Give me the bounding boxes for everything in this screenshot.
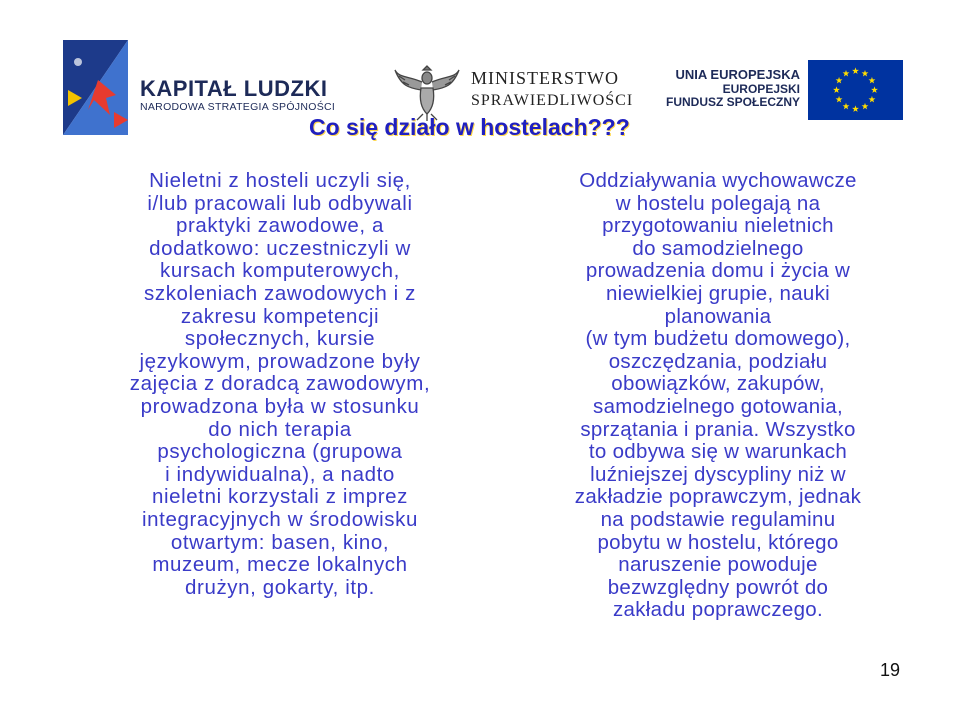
right-text-line: do samodzielnego <box>632 236 804 260</box>
kapital-ludzki-subtitle: NARODOWA STRATEGIA SPÓJNOŚCI <box>140 101 336 113</box>
left-text-line: integracyjnych w środowisku <box>142 507 418 531</box>
left-text-line: zakresu kompetencji <box>180 304 380 328</box>
eu-label-line2: EUROPEJSKI <box>722 82 800 96</box>
right-text-line: prowadzenia domu i życia w <box>585 259 851 283</box>
left-text-line: dodatkowo: uczestniczyli w <box>149 236 411 260</box>
left-text-line: szkoleniach zawodowych i z <box>144 281 416 305</box>
right-text-line: w hostelu polegają na <box>615 191 821 215</box>
polish-eagle-emblem-icon <box>393 60 461 122</box>
left-text-line: drużyn, gokarty, itp. <box>185 575 375 599</box>
right-text-line: Oddziaływania wychowawcze <box>579 169 857 192</box>
right-text-line: naruszenie powoduje <box>618 553 818 577</box>
left-text-line: społecznych, kursie <box>184 327 376 351</box>
right-text-line: (w tym budżetu domowego), <box>585 327 851 351</box>
right-text-line: na podstawie regulaminu <box>600 507 836 531</box>
right-text-line: oszczędzania, podziału <box>608 349 828 373</box>
left-text-line: i/lub pracowali lub odbywali <box>147 191 413 215</box>
ministry-name-line2: SPRAWIEDLIWOŚCI <box>471 92 634 109</box>
kapital-ludzki-title: KAPITAŁ LUDZKI <box>140 76 328 101</box>
kapital-ludzki-logo-icon <box>58 40 133 140</box>
right-text-line: zakładzie poprawczym, jednak <box>574 485 862 509</box>
right-text-line: bezwzględny powrót do <box>607 575 829 599</box>
right-text-line: samodzielnego gotowania, <box>593 394 843 418</box>
left-text-line: praktyki zawodowe, a <box>176 214 384 238</box>
right-text-line: przygotowaniu nieletnich <box>602 214 834 238</box>
right-text-line: zakładu poprawczego. <box>613 598 823 622</box>
left-text-line: i indywidualna), a nadto <box>165 462 395 486</box>
right-text-line: planowania <box>664 304 772 328</box>
slide-title: Co się działo w hostelach??? <box>309 114 630 140</box>
left-text-line: muzeum, mecze lokalnych <box>152 553 408 577</box>
right-text-line: sprzątania i prania. Wszystko <box>580 417 856 441</box>
left-text-column <box>90 170 470 599</box>
ministry-name-line1: MINISTERSTWO <box>471 68 619 88</box>
left-text-line: prowadzona była w stosunku <box>140 394 420 418</box>
left-text-line: psychologiczna (grupowa <box>157 440 403 464</box>
left-text-line: kursach komputerowych, <box>160 259 400 283</box>
left-text-line: nieletni korzystali z imprez <box>151 485 409 509</box>
eu-label-line1: UNIA EUROPEJSKA <box>675 67 800 82</box>
left-text-line: otwartym: basen, kino, <box>170 530 390 554</box>
left-text-line: do nich terapia <box>208 417 352 441</box>
right-text-column <box>518 170 918 622</box>
left-text-line: językowym, prowadzone były <box>139 349 421 373</box>
page-number: 19 <box>880 660 901 680</box>
eu-flag-icon <box>808 60 903 120</box>
right-text-line: luźniejszej dyscypliny niż w <box>590 462 846 486</box>
right-text-line: to odbywa się w warunkach <box>588 440 848 464</box>
left-text-line: zajęcia z doradcą zawodowym, <box>129 372 431 396</box>
right-text-line: obowiązków, zakupów, <box>611 372 825 396</box>
right-text-line: niewielkiej grupie, nauki <box>605 281 830 305</box>
left-text-line: Nieletni z hosteli uczyli się, <box>149 169 411 192</box>
right-text-line: pobytu w hostelu, którego <box>597 530 839 554</box>
eu-label-line3: FUNDUSZ SPOŁECZNY <box>665 95 800 109</box>
